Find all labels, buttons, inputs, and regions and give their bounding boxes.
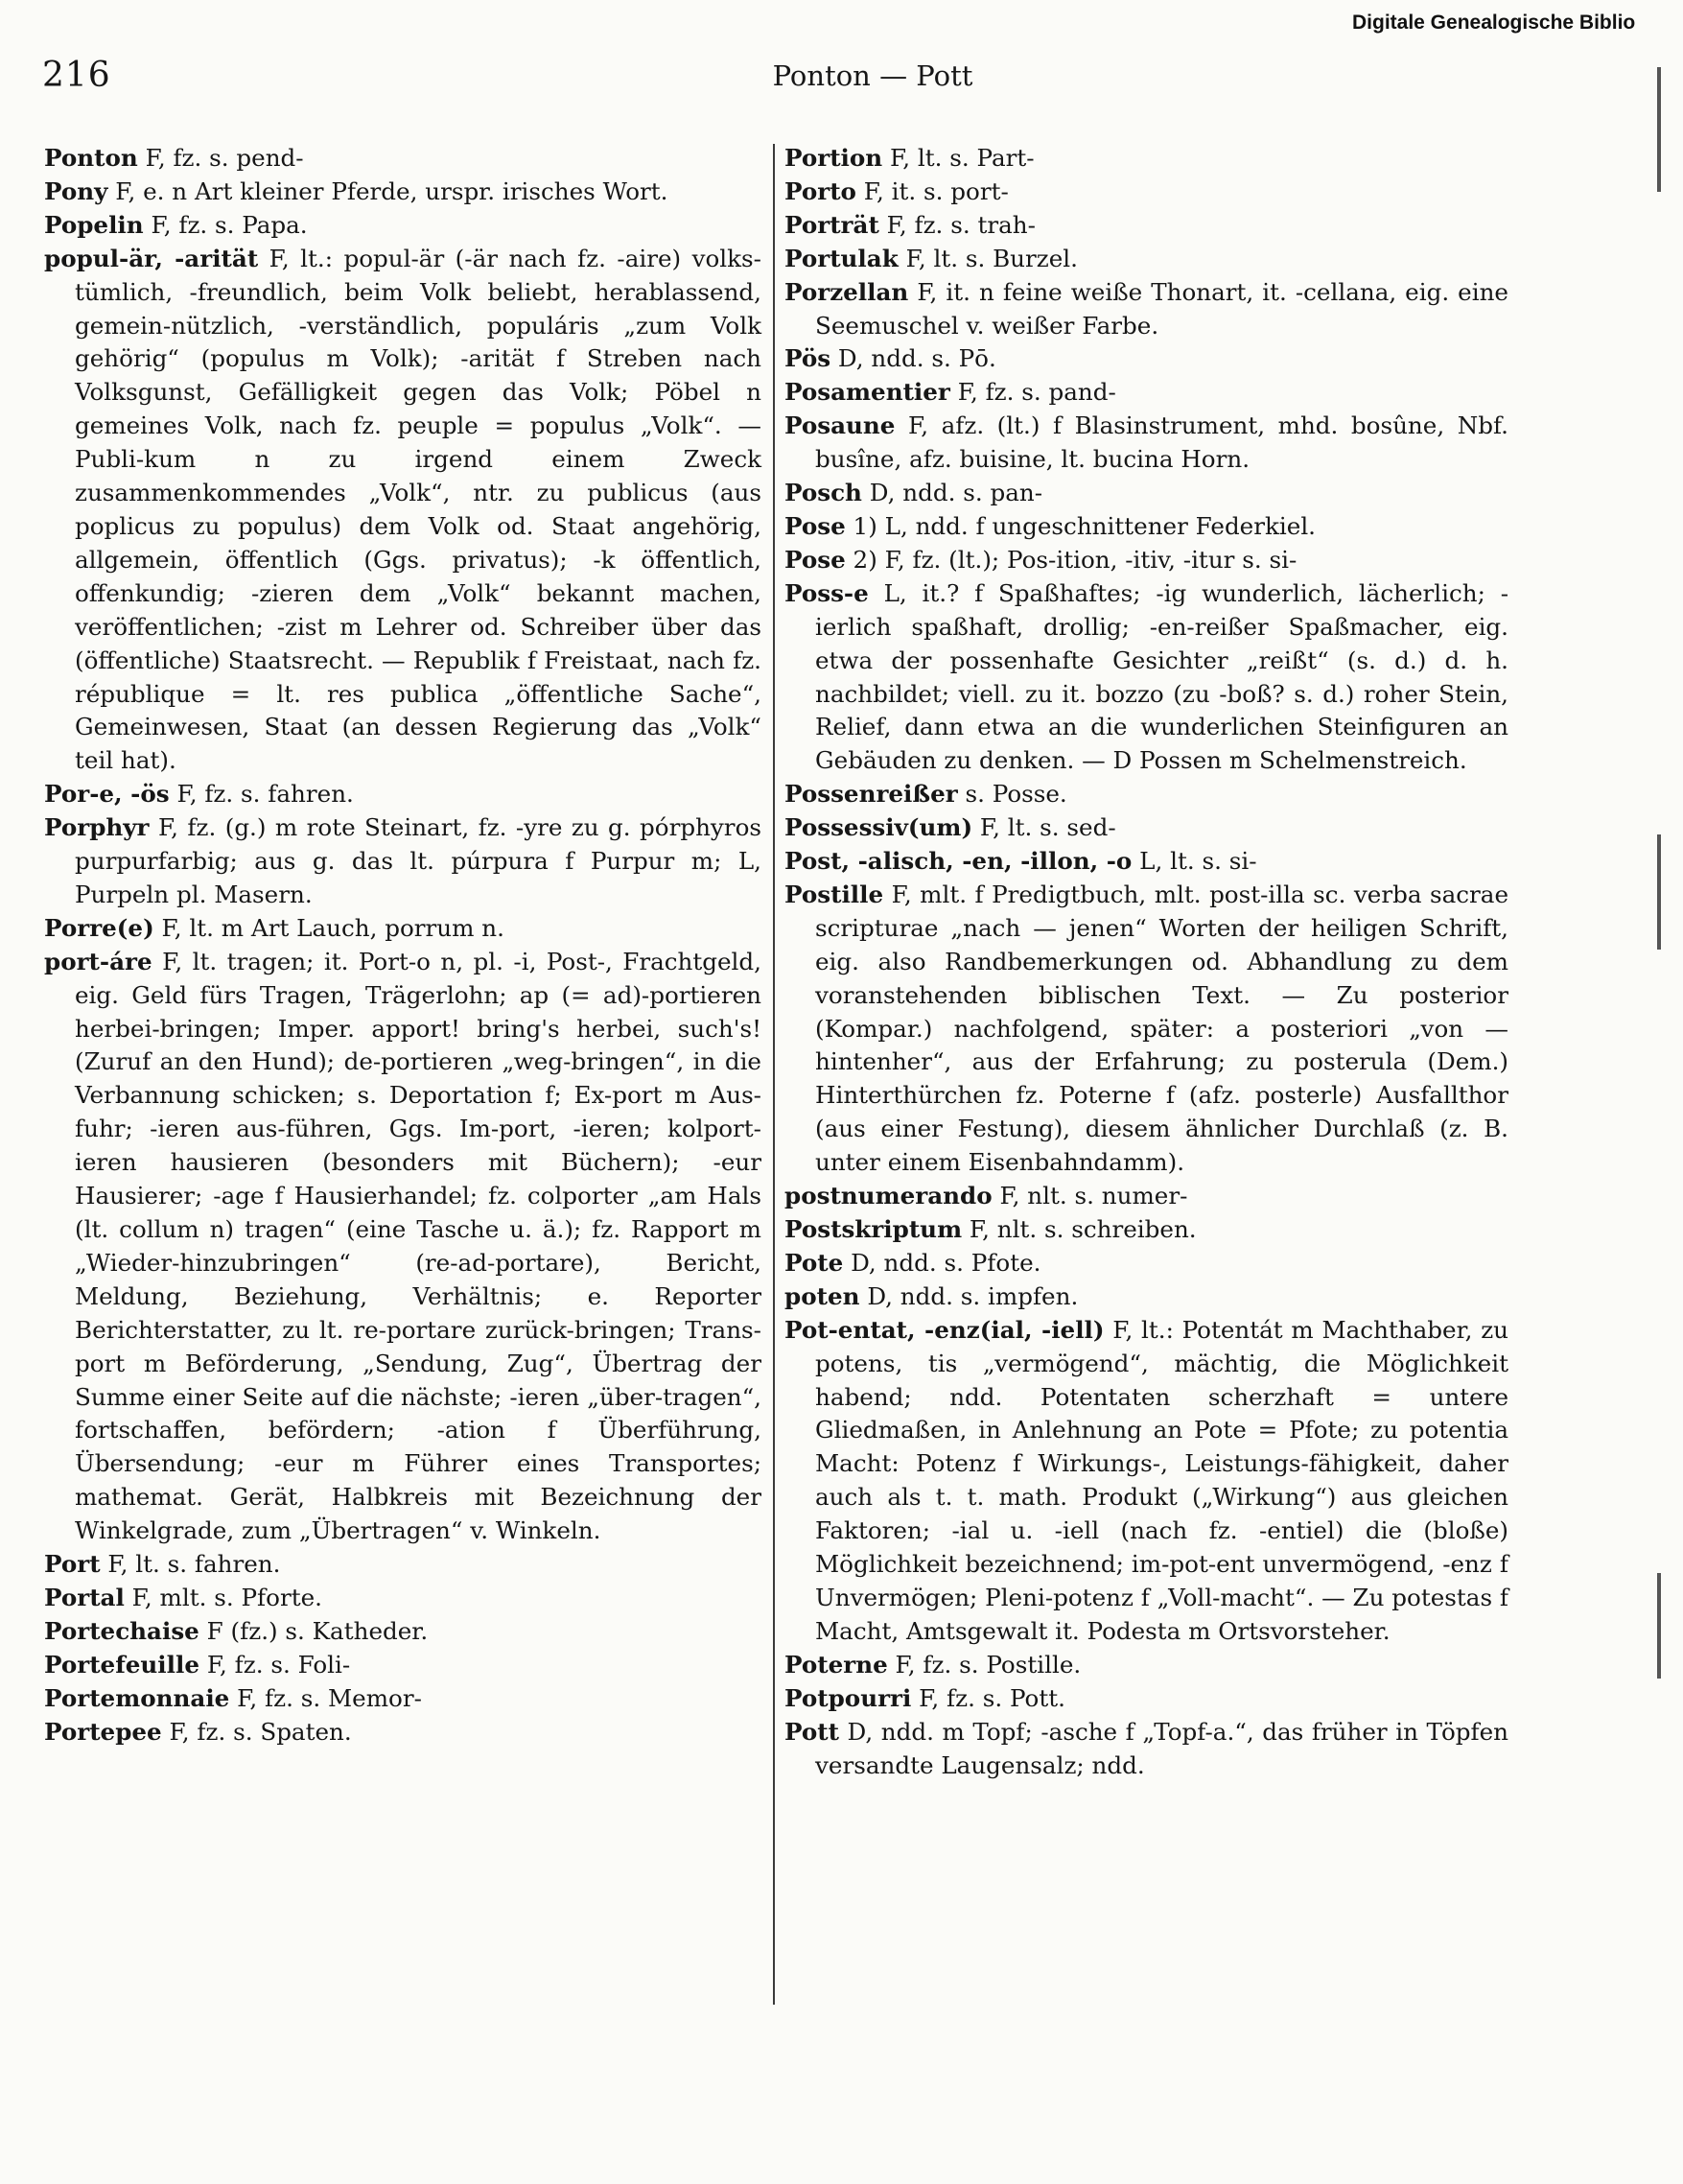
- dictionary-entry: [784, 1180, 1508, 1213]
- entry-headword: popul-är, -arität: [44, 244, 259, 272]
- entry-headword: Portion: [784, 144, 883, 172]
- entry-text: F (fz.) s. Katheder.: [199, 1616, 429, 1645]
- entry-text: L, it.? f Spaßhaftes; -ig wunderlich, lächerlich; -ierlich spaßhaft, drollig; -en-reißer Spaßmacher, eig. etwa der possenhafte Gesichter „reißt“ (s. d.) d. h. nachbildet; viell. zu it. bozzo (zu -boß? s. d.) roher Stein, Relief, dann etwa an die wunderlichen Steinfiguren an Gebäuden zu denken. — D Possen m Schelmenstreich.: [815, 578, 1508, 775]
- dictionary-entry: [784, 1314, 1508, 1649]
- dictionary-entry: [784, 176, 1508, 209]
- watermark-text: Digitale Genealogische Biblio: [1352, 12, 1636, 34]
- running-head: Ponton — Pott: [772, 59, 973, 92]
- entry-headword: postnumerando: [784, 1182, 993, 1210]
- entry-text: L, lt. s. si-: [1132, 847, 1257, 876]
- entry-headword: Potpourri: [784, 1683, 912, 1712]
- entry-text: F, fz. s. Memor-: [229, 1683, 422, 1712]
- entry-text: F, fz. s. Pott.: [911, 1683, 1065, 1712]
- dictionary-entry: [784, 577, 1508, 778]
- entry-text: D, ndd. s. Pfote.: [843, 1248, 1041, 1277]
- entry-headword: Pot-entat, -enz(ial, -iell): [784, 1315, 1105, 1344]
- dictionary-entry: [44, 1582, 761, 1615]
- dictionary-entry: [44, 811, 761, 912]
- entry-text: 1) L, ndd. f ungeschnittener Federkiel.: [845, 511, 1316, 540]
- dictionary-entry: [784, 845, 1508, 879]
- scan-edge-mark: [1657, 1573, 1661, 1679]
- entry-text: F, e. n Art kleiner Pferde, urspr. irisches Wort.: [107, 176, 668, 205]
- dictionary-entry: [44, 946, 761, 1548]
- entry-text: F, mlt. f Predigtbuch, mlt. post-illa sc. verba sacrae scripturae „nach — jenen“ Worten der heiligen Schrift, eig. also Randbemerkungen od. Abhandlung zu dem voranstehenden biblischen Text. — Zu posterior (Kompar.) nachfolgend, später: a posteriori „von — hintenher“, aus der Erfahrung; zu posterula (Dem.) Hinterthürchen fz. Poterne f (afz. posterle) Ausfallthor (aus einer Festung), diesem ähnlicher Durchlaß (z. B. unter einem Eisenbahndamm).: [815, 880, 1508, 1177]
- entry-text: D, ndd. s. Pō.: [830, 344, 996, 373]
- entry-text: F, it. n feine weiße Thonart, it. -cellana, eig. eine Seemuschel v. weißer Farbe.: [815, 277, 1508, 340]
- entry-text: D, ndd. s. pan-: [861, 479, 1043, 507]
- entry-text: F, lt. s. Part-: [882, 144, 1035, 172]
- entry-text: F, nlt. s. numer-: [992, 1182, 1188, 1210]
- entry-headword: Popelin: [44, 210, 144, 239]
- entry-text: F, lt. s. sed-: [972, 813, 1116, 842]
- entry-headword: Post, -alisch, -en, -illon, -o: [784, 847, 1133, 876]
- entry-text: 2) F, fz. (lt.); Pos-ition, -itiv, -itur s. si-: [845, 545, 1297, 574]
- entry-headword: Porto: [784, 176, 856, 205]
- entry-headword: Porphyr: [44, 813, 150, 842]
- dictionary-entry: [784, 1247, 1508, 1280]
- entry-text: F, it. s. port-: [855, 176, 1009, 205]
- entry-text: D, ndd. s. impfen.: [859, 1281, 1079, 1310]
- entry-text: F, lt. tragen; it. Port-o n, pl. -i, Post-, Frachtgeld, eig. Geld fürs Tragen, Trägerlohn; ap (= ad)-portieren herbei-bringen; Imper. apport! bring's herbei, such's! (Zuruf an den Hund); de-portieren „weg-bringen“, in die Verbannung schicken; s. Deportation f; Ex-port m Aus-fuhr; -ieren aus-führen, Ggs. Im-port, -ieren; kolport-ieren hausieren (besonders mit Büchern); -eur Hausierer; -age f Hausierhandel; fz. colporter „am Hals (lt. collum n) tragen“ (eine Tasche u. ä.); fz. Rapport m „Wieder-hinzubringen“ (re-ad-portare), Bericht, Meldung, Beziehung, Verhältnis; e. Reporter Berichterstatter, zu lt. re-portare zurück-bringen; Trans-port m Beförderung, „Sendung, Zug“, Übertrag der Summe einer Seite auf die nächste; -ieren „über-tragen“, fortschaffen, befördern; -ation f Überführung, Übersendung; -eur m Führer eines Transportes; mathemat. Gerät, Halbkreis mit Bezeichnung der Winkelgrade, zum „Übertragen“ v. Winkeln.: [75, 947, 761, 1545]
- dictionary-entry: [784, 879, 1508, 1180]
- dictionary-entry: [784, 209, 1508, 243]
- dictionary-entry: [44, 209, 761, 243]
- entry-text: F, lt. s. fahren.: [100, 1550, 281, 1579]
- dictionary-entry: [44, 243, 761, 779]
- dictionary-entry: [44, 1716, 761, 1750]
- scan-edge-mark: [1657, 834, 1661, 950]
- dictionary-entry: [784, 1213, 1508, 1247]
- entry-text: F, fz. (g.) m rote Steinart, fz. -yre zu g. pórphyros purpurfarbig; aus g. das lt. púrpura f Purpur m; L, Purpeln pl. Masern.: [75, 813, 761, 908]
- entry-headword: Ponton: [44, 144, 138, 172]
- entry-headword: Pös: [784, 344, 831, 373]
- entry-headword: Poterne: [784, 1650, 888, 1679]
- entry-text: F, fz. s. Postille.: [887, 1650, 1082, 1679]
- dictionary-entry: [784, 1280, 1508, 1314]
- dictionary-entry: [784, 1649, 1508, 1682]
- dictionary-entry: [44, 1649, 761, 1682]
- dictionary-entry: [784, 477, 1508, 510]
- entry-headword: Port: [44, 1550, 101, 1579]
- entry-text: F, lt. s. Burzel.: [898, 244, 1078, 272]
- entry-text: F, afz. (lt.) f Blasinstrument, mhd. bosûne, Nbf. busîne, afz. buisine, lt. bucina Horn.: [815, 411, 1508, 474]
- dictionary-entry: [784, 1716, 1508, 1783]
- scan-edge-mark: [1657, 67, 1661, 192]
- dictionary-entry: [784, 1682, 1508, 1716]
- dictionary-entry: [784, 342, 1508, 376]
- entry-headword: Pott: [784, 1717, 839, 1746]
- right-column: [784, 142, 1508, 1782]
- entry-headword: Posch: [784, 479, 862, 507]
- entry-headword: poten: [784, 1281, 860, 1310]
- entry-text: F, fz. s. pend-: [137, 144, 304, 172]
- entry-headword: Pose: [784, 545, 846, 574]
- entry-headword: Pony: [44, 176, 108, 205]
- entry-headword: Posaune: [784, 411, 896, 440]
- entry-headword: Poss-e: [784, 578, 869, 607]
- entry-headword: Possessiv(um): [784, 813, 973, 842]
- entry-text: F, lt.: popul-är (-är nach fz. -aire) volks-tümlich, -freundlich, beim Volk beliebt, herablassend, gemein-nützlich, -verständlich, populáris „zum Volk gehörig“ (populus m Volk); -arität f Streben nach Volksgunst, Gefälligkeit gegen das Volk; Pöbel n gemeines Volk, nach fz. peuple = populus „Volk“. — Publi-kum n zu irgend einem Zweck zusammenkommendes „Volk“, ntr. zu publicus (aus poplicus zu populus) dem Volk od. Staat angehörig, allgemein, öffentlich (Ggs. privatus); -k öffentlich, offenkundig; -zieren dem „Volk“ bekannt machen, veröffentlichen; -zist m Lehrer od. Schreiber über das (öffentliche) Staatsrecht. — Republik f Freistaat, nach fz. république = lt. res publica „öffentliche Sache“, Gemeinwesen, Staat (an dessen Regierung das „Volk“ teil hat).: [75, 244, 761, 775]
- dictionary-entry: [784, 243, 1508, 276]
- dictionary-entry: [44, 1548, 761, 1582]
- entry-text: F, fz. s. pand-: [949, 378, 1116, 407]
- entry-text: F, nlt. s. schreiben.: [962, 1215, 1197, 1243]
- entry-headword: port-áre: [44, 947, 152, 975]
- dictionary-entry: [784, 544, 1508, 577]
- dictionary-entry: [44, 1615, 761, 1649]
- dictionary-entry: [44, 142, 761, 176]
- entry-headword: Pote: [784, 1248, 844, 1277]
- dictionary-entry: [44, 1682, 761, 1716]
- entry-text: s. Posse.: [957, 780, 1067, 809]
- dictionary-entry: [44, 778, 761, 811]
- entry-headword: Porträt: [784, 210, 879, 239]
- entry-text: F, fz. s. fahren.: [169, 780, 354, 809]
- entry-text: F, fz. s. Spaten.: [161, 1717, 352, 1746]
- left-column: [44, 142, 761, 1750]
- entry-headword: Pose: [784, 511, 846, 540]
- entry-headword: Postille: [784, 880, 884, 908]
- entry-text: D, ndd. m Topf; -asche f „Topf-a.“, das früher in Töpfen versandte Laugensalz; ndd.: [815, 1717, 1508, 1779]
- entry-text: F, lt. m Art Lauch, porrum n.: [153, 913, 504, 942]
- entry-text: F, fz. s. trah-: [878, 210, 1036, 239]
- dictionary-entry: [784, 778, 1508, 811]
- entry-text: F, fz. s. Papa.: [143, 210, 308, 239]
- entry-headword: Portal: [44, 1583, 125, 1611]
- entry-headword: Possenreißer: [784, 780, 958, 809]
- entry-headword: Portepee: [44, 1717, 162, 1746]
- dictionary-entry: [44, 176, 761, 209]
- entry-headword: Portechaise: [44, 1616, 199, 1645]
- entry-headword: Portulak: [784, 244, 899, 272]
- entry-headword: Postskriptum: [784, 1215, 963, 1243]
- entry-headword: Portemonnaie: [44, 1683, 230, 1712]
- entry-text: F, mlt. s. Pforte.: [124, 1583, 322, 1611]
- page-number: 216: [42, 56, 111, 95]
- dictionary-entry: [784, 142, 1508, 176]
- entry-headword: Portefeuille: [44, 1650, 199, 1679]
- entry-headword: Porzellan: [784, 277, 909, 306]
- entry-text: F, fz. s. Foli-: [199, 1650, 351, 1679]
- entry-headword: Por-e, -ös: [44, 780, 170, 809]
- dictionary-entry: [784, 376, 1508, 410]
- entry-headword: Porre(e): [44, 913, 154, 942]
- dictionary-entry: [784, 811, 1508, 845]
- column-divider: [773, 144, 775, 2005]
- entry-headword: Posamentier: [784, 378, 950, 407]
- dictionary-entry: [784, 410, 1508, 477]
- entry-text: F, lt.: Potentát m Machthaber, zu potens, tis „vermögend“, mächtig, die Möglichkeit habend; ndd. Potentaten scherzhaft = untere Gliedmaßen, in Anlehnung an Pote = Pfote; zu potentia Macht: Potenz f Wirkungs-, Leistungs-fähigkeit, daher auch als t. t. math. Produkt („Wirkung“) aus gleichen Faktoren; -ial u. -iell (nach fz. -entiel) die (bloße) Möglichkeit bezeichnend; im-pot-ent unvermögend, -enz f Unvermögen; Pleni-potenz f „Voll-macht“. — Zu potestas f Macht, Amtsgewalt it. Podesta m Ortsvorsteher.: [815, 1315, 1508, 1645]
- dictionary-entry: [784, 510, 1508, 544]
- dictionary-entry: [784, 276, 1508, 343]
- dictionary-entry: [44, 912, 761, 946]
